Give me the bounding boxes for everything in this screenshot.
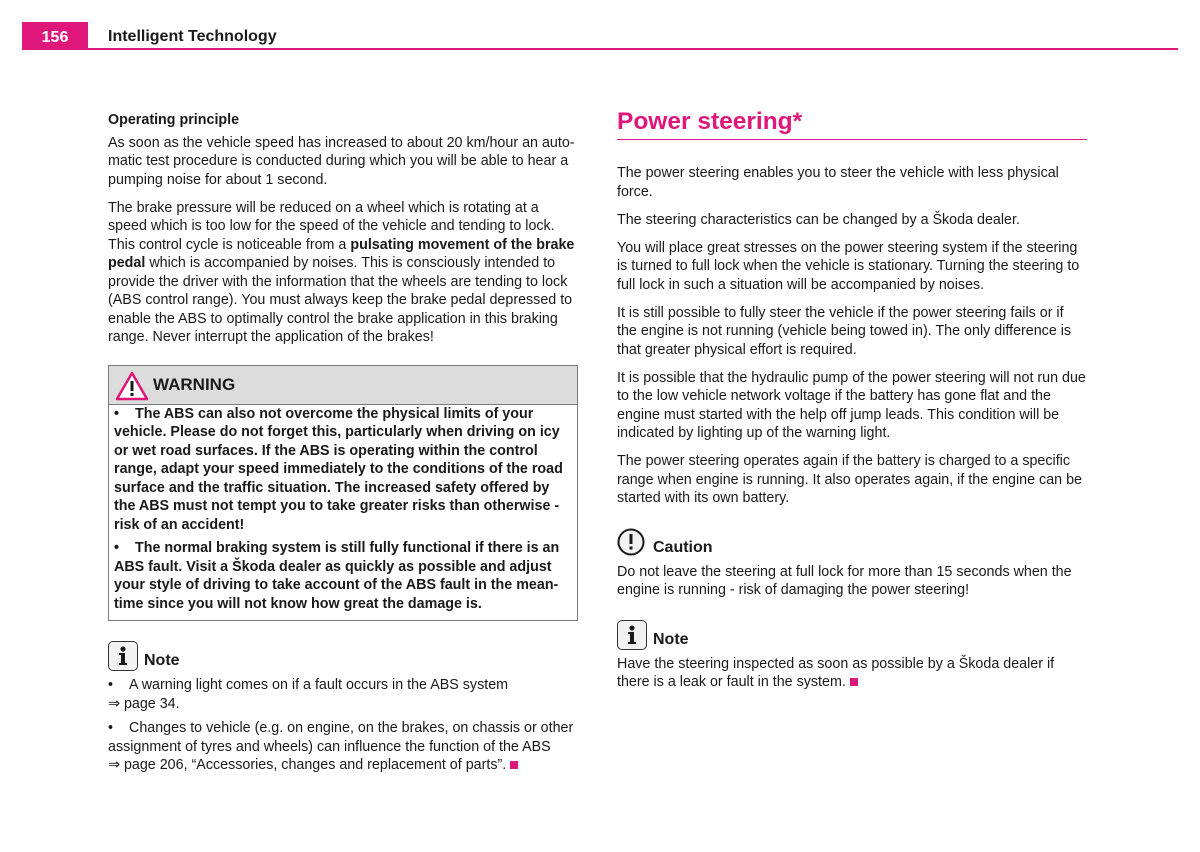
end-of-section-square (850, 678, 858, 686)
left-column (108, 111, 578, 781)
paragraph: The steering characteristics can be changed by a Škoda dealer. (617, 211, 1020, 228)
paragraph-brake-pressure (108, 199, 578, 347)
page-number: 156 (22, 22, 88, 50)
emphasis-text: pulsating movement of the brake pedal (108, 236, 575, 271)
note-item-text: Changes to vehicle (e.g. on engine, on the brakes, on chassis or other assignment of tyres and wheels) can influence the function of the ABS (108, 720, 574, 755)
exclamation-circle-icon (617, 528, 645, 556)
power-steering-title: Power steering* (617, 107, 1087, 140)
bullet: • (108, 677, 114, 693)
note-item-text: A warning light comes on if a fault occurs in the ABS system (129, 677, 509, 693)
title-spacer (617, 148, 1087, 164)
note-title: Note (144, 652, 180, 669)
paragraph: The power steering operates again if the battery is charged to a specific range when engine is running. It also operates again, if the engine can be started with its own battery. (617, 453, 1082, 506)
caution-heading (617, 528, 1087, 560)
paragraph-test-procedure: As soon as the vehicle speed has increased to about 20 km/hour an auto-matic test procedure is conducted during which you will be able to hear a pumping noise for about 1 second. (108, 134, 575, 188)
operating-principle-heading: Operating principle (108, 112, 240, 128)
warning-title: WARNING (153, 374, 236, 394)
note-title: Note (653, 630, 689, 648)
note-text (617, 655, 1087, 692)
text-segment: which is accompanied by noises. This is consciously intended to provide the driver with the information that the wheels are tending to lock (ABS control range). You must always keep the brake pedal depressed to enable the ABS to optimally control the brake application in this braking range. Never interrupt the application of the brakes! (108, 255, 573, 345)
end-of-section-square (510, 761, 518, 769)
warning-item (114, 539, 571, 613)
note-item-text: Have the steering inspected as soon as possible by a Škoda dealer if there is a leak or fault in the system. (617, 655, 1055, 690)
bullet: • (108, 720, 114, 736)
info-note-icon (617, 620, 647, 650)
text-segment: The brake pressure will be reduced on a wheel which is rotating at a speed which is too low for the speed of the vehicle and tending to lock. This control cycle is noticeable from a (108, 199, 555, 253)
note-item (108, 676, 578, 713)
page-header (22, 22, 1178, 50)
page-reference-link[interactable]: ⇒ page 34. (108, 695, 180, 712)
header-rule (88, 48, 1178, 50)
warning-box (108, 365, 578, 622)
warning-triangle-icon (115, 371, 149, 401)
paragraph: The power steering enables you to steer the vehicle with less physical force. (617, 165, 1059, 200)
bullet: • (114, 540, 120, 556)
paragraph: You will place great stresses on the power steering system if the steering is turned to full lock when the vehicle is stationary. Turning the steering to full lock in such a situation will be accompanied by noises. (617, 239, 1080, 293)
note-heading (108, 641, 578, 673)
note-item (108, 719, 578, 775)
warning-item-text: The normal braking system is still fully functional if there is an ABS fault. Visit a Škoda dealer as quickly as possible and adjust your style of driving to take account of the ABS fault in the mean-time since you will not know how great the damage is. (114, 540, 560, 612)
warning-item (114, 405, 571, 535)
warning-header (109, 366, 577, 405)
caution-text: Do not leave the steering at full lock for more than 15 seconds when the engine is running - risk of damaging the power steering! (617, 563, 1072, 598)
note-heading (617, 620, 1087, 652)
right-column (617, 107, 1087, 701)
bullet: • (114, 405, 120, 422)
section-title: Intelligent Technology (108, 28, 277, 45)
paragraph: It is possible that the hydraulic pump of the power steering will not run due to the low vehicle network voltage if the battery has gone flat and the engine must started with the help off jump leads. This condition will be indicated by lighting up of the warning light. (617, 369, 1086, 441)
paragraph: It is still possible to fully steer the vehicle if the power steering fails or if the engine is not running (vehicle being towed in). The only difference is that greater physical effort is required. (617, 304, 1072, 358)
caution-title: Caution (653, 538, 713, 556)
warning-body (109, 405, 577, 621)
warning-item-text: The ABS can also not overcome the physical limits of your vehicle. Please do not forget this, particularly when driving on icy or wet road surfaces. If the ABS is operating within the control range, adapt your speed immediately to the conditions of the road surface and the traffic situation. The increased safety offered by the ABS must not tempt you to take greater risks than otherwise - risk of an accident! (114, 405, 563, 533)
note-list (108, 676, 578, 775)
info-note-icon (108, 641, 138, 671)
page-reference-link[interactable]: ⇒ page 206, “Accessories, changes and replacement of parts”. (108, 757, 507, 773)
